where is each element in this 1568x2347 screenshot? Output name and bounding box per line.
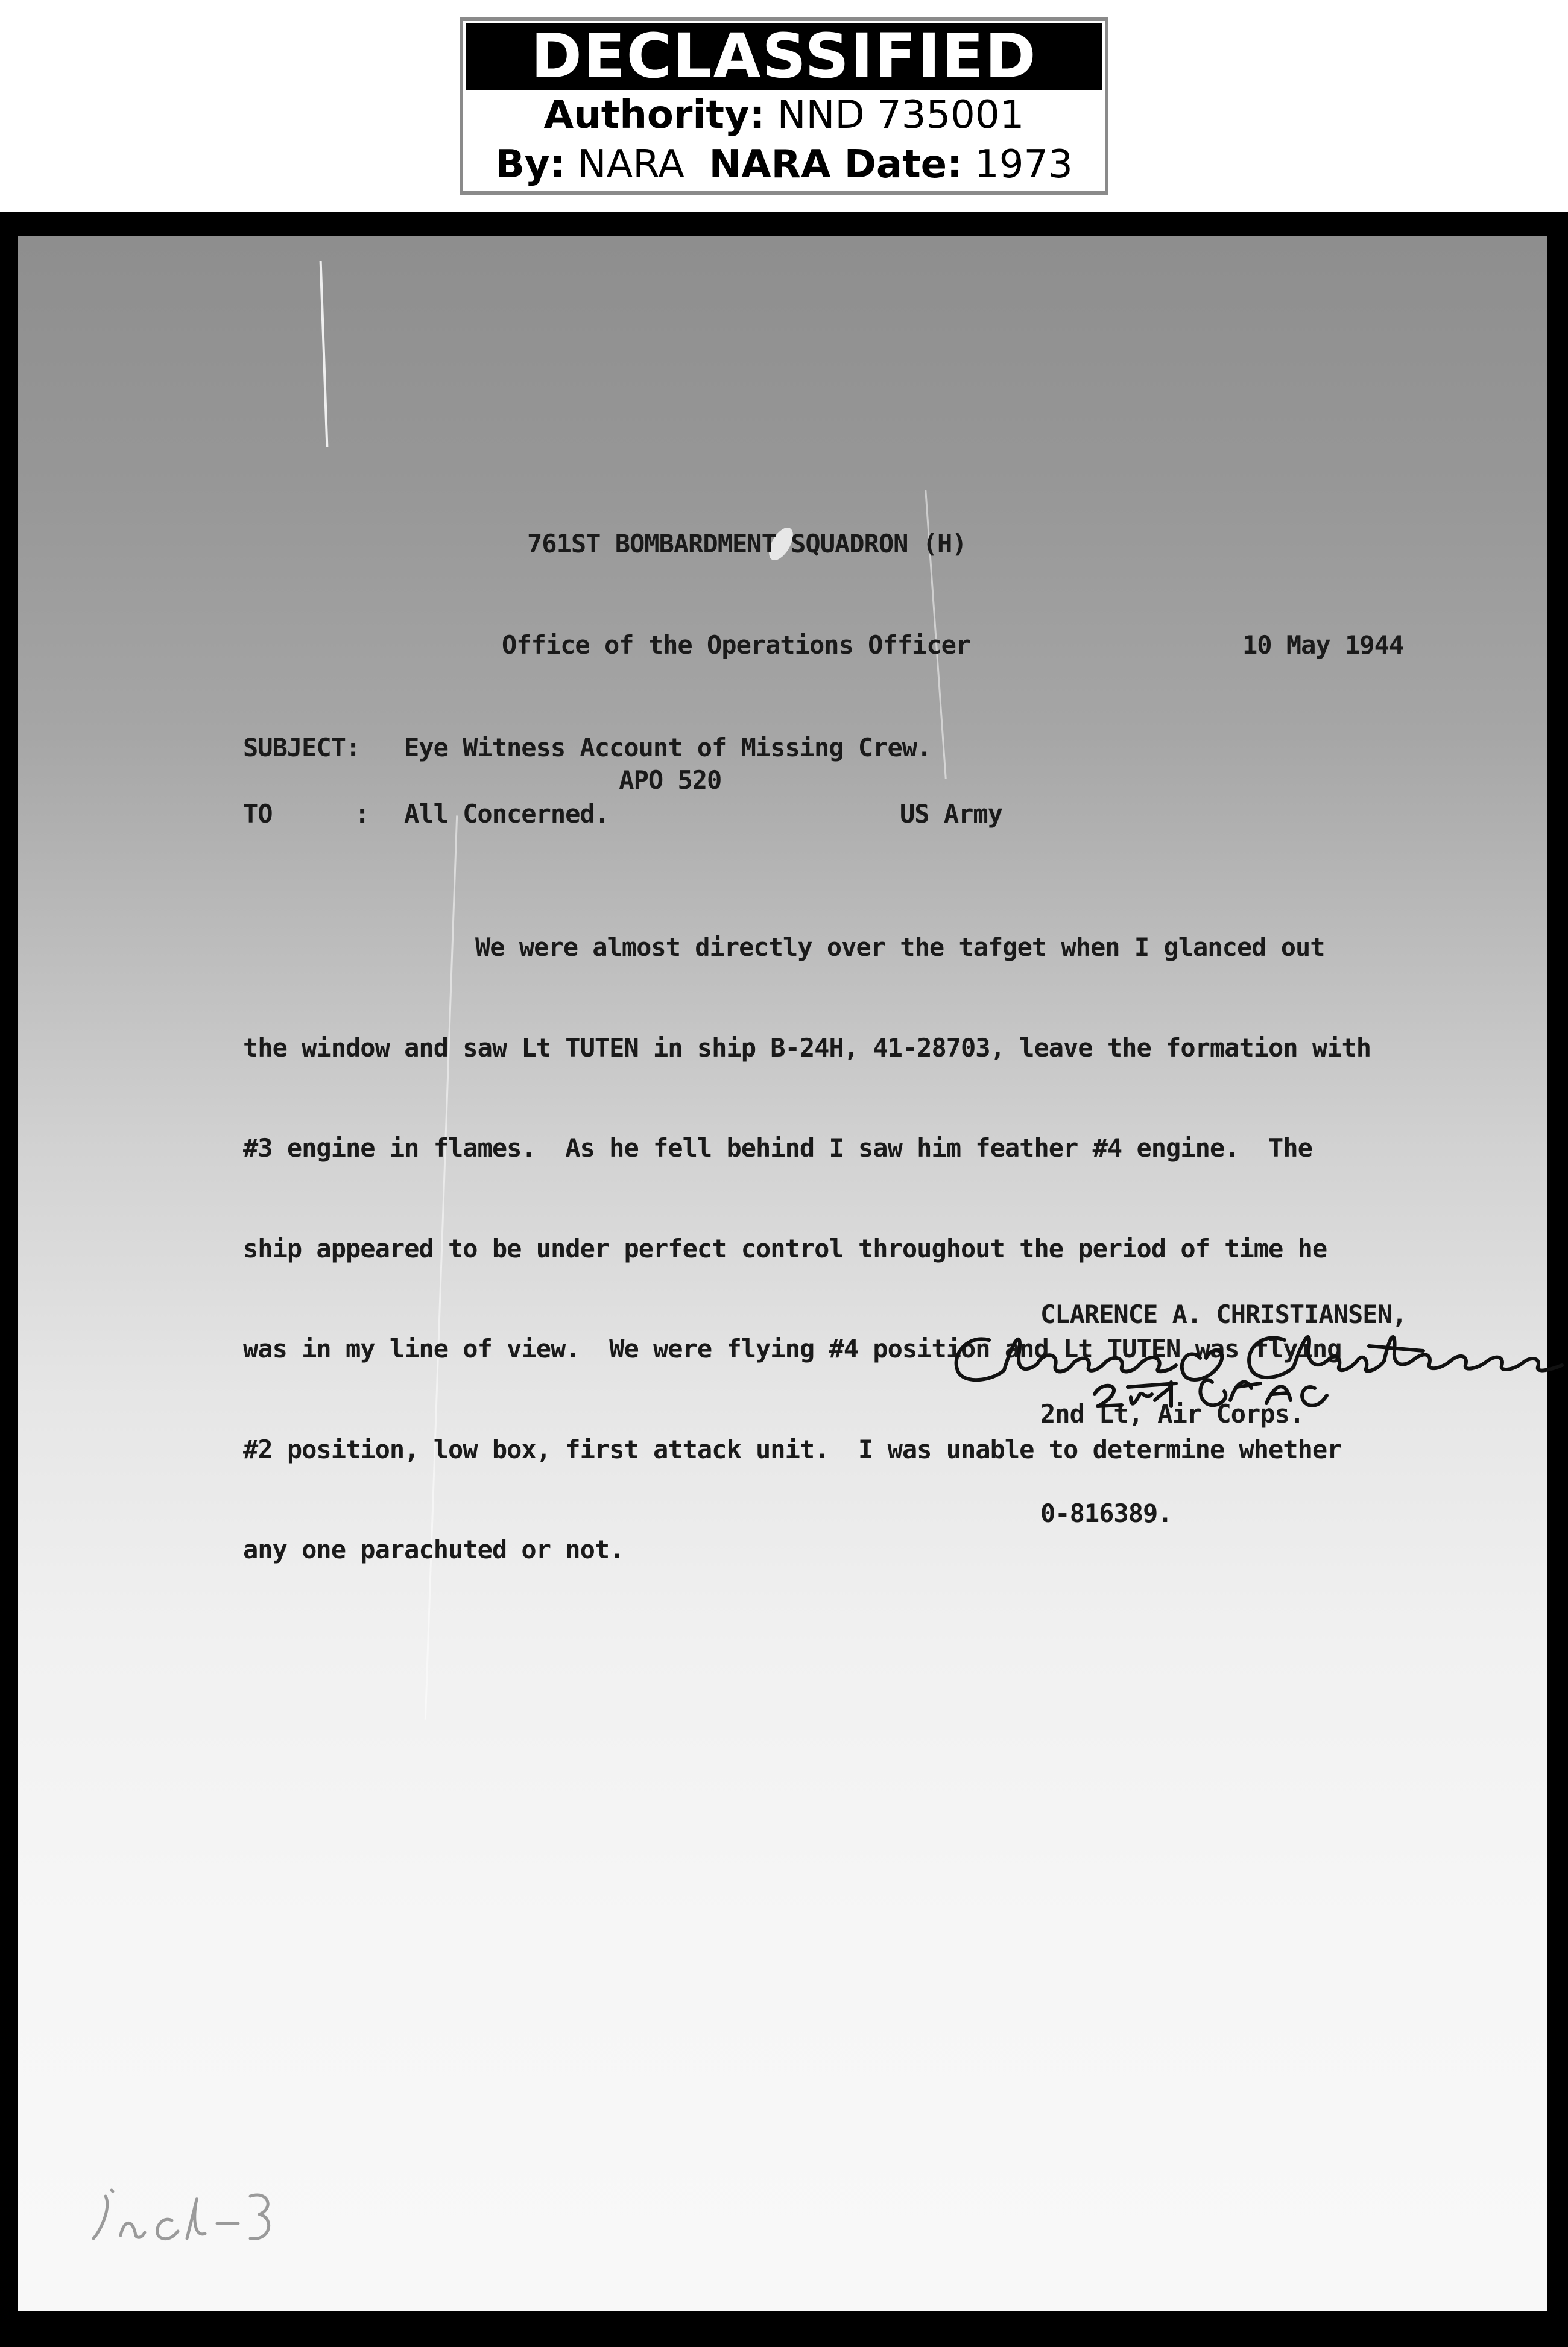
body-line: any one parachuted or not. (243, 1535, 624, 1564)
body-line: the window and saw Lt TUTEN in ship B-24H, 41-28703, leave the formation with (243, 1032, 1371, 1063)
body-line: was in my line of view. We were flying #4 position and Lt TUTEN was flying (243, 1334, 1342, 1363)
stamp-authority-value: NND 735001 (777, 93, 1025, 137)
stamp-by-label: By: (495, 142, 566, 187)
body-line: #3 engine in flames. As he fell behind I saw him feather #4 engine. The (243, 1133, 1312, 1163)
letterhead-army: US Army (900, 799, 1003, 829)
letterhead-apo: APO 520 (619, 765, 722, 795)
letterhead-office: Office of the Operations Officer (502, 630, 971, 660)
film-scratch (320, 261, 329, 447)
subject-text: Eye Witness Account of Missing Crew. (404, 733, 932, 762)
signer-rank: 2nd Lt, Air Corps. (1040, 1399, 1304, 1429)
to-colon: : (355, 799, 370, 829)
letterhead (502, 460, 1003, 831)
stamp-by-value: NARA (577, 142, 684, 187)
stamp-title: DECLASSIFIED (466, 23, 1102, 90)
declassified-stamp (460, 17, 1108, 195)
signer-name: CLARENCE A. CHRISTIANSEN, (1040, 1300, 1407, 1329)
stamp-date-label: NARA Date: (709, 142, 963, 187)
to-text: All Concerned. (404, 799, 610, 829)
stamp-authority-label: Authority: (543, 93, 765, 137)
to-label: TO (243, 799, 273, 829)
body-line: #2 position, low box, first attack unit. I was unable to determine whether (243, 1434, 1342, 1464)
memo-date: 10 May 1944 (1242, 630, 1404, 660)
document-page (18, 236, 1547, 2311)
body-line: We were almost directly over the tafget when I glanced out (475, 932, 1325, 962)
handwritten-signature (947, 1316, 1568, 1418)
stamp-authority (463, 90, 1105, 140)
document-photo (0, 212, 1568, 2347)
letterhead-unit: 761ST BOMBARDMENT SQUADRON (H) (527, 529, 967, 558)
body-line: ship appeared to be under perfect control throughout the period of time he (243, 1233, 1327, 1263)
signer-serial: 0-816389. (1040, 1499, 1172, 1528)
subject-label: SUBJECT: (243, 733, 361, 762)
margin-note-incl (87, 2178, 286, 2251)
stamp-date-value: 1973 (975, 142, 1073, 187)
stamp-by-date (463, 140, 1105, 189)
